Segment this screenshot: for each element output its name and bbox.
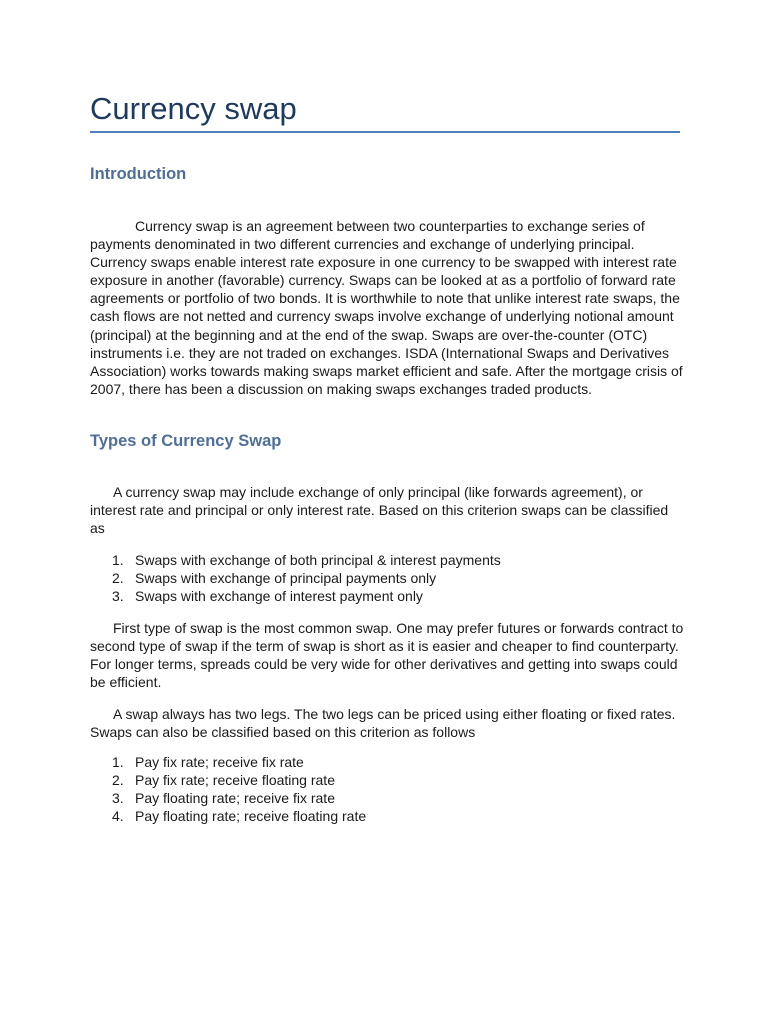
paragraph-line: (principal) at the beginning and at the end of the swap. Swaps are over-the-counter (OTC) xyxy=(90,326,648,343)
types-intro-paragraph xyxy=(90,483,680,537)
list-number: 2. xyxy=(112,570,124,587)
list-number: 2. xyxy=(112,772,124,789)
list-item-text: Swaps with exchange of both principal & interest payments xyxy=(135,552,501,568)
introduction-heading: Introduction xyxy=(90,165,187,183)
list-item xyxy=(90,771,366,789)
paragraph-line: Currency swaps enable interest rate exposure in one currency to be swapped with interest rate xyxy=(90,254,677,271)
list-number: 1. xyxy=(112,552,124,568)
paragraph-line: Association) works towards making swaps market efficient and safe. After the mortgage crisis of xyxy=(90,362,683,379)
paragraph-line: Currency swap is an agreement between two counterparties to exchange series of xyxy=(135,218,645,234)
list-number: 3. xyxy=(112,790,124,807)
list-item-text: Pay fix rate; receive floating rate xyxy=(135,772,335,789)
paragraph-line: be efficient. xyxy=(90,674,162,691)
paragraph-line: A swap always has two legs. The two legs can be priced using either floating or fixed rates. xyxy=(113,706,676,722)
list-item xyxy=(90,569,501,587)
paragraph-line: 2007, there has been a discussion on making swaps exchanges traded products. xyxy=(90,380,592,397)
rate-type-list xyxy=(90,753,366,825)
list-item xyxy=(90,551,501,569)
list-item xyxy=(90,807,366,825)
list-item-text: Pay floating rate; receive fix rate xyxy=(135,790,335,807)
list-item-text: Pay floating rate; receive floating rate xyxy=(135,808,367,825)
list-item-text: Swaps with exchange of interest payment only xyxy=(135,588,423,605)
list-number: 3. xyxy=(112,588,124,605)
list-item-text: Pay fix rate; receive fix rate xyxy=(135,754,304,770)
paragraph-line: First type of swap is the most common swap. One may prefer futures or forwards contract to xyxy=(113,620,684,636)
paragraph-line: For longer terms, spreads could be very wide for other derivatives and getting into swaps could xyxy=(90,656,678,673)
introduction-paragraph xyxy=(90,217,683,398)
paragraph-line: second type of swap if the term of swap is short as it is easier and cheaper to find counterparty. xyxy=(90,638,679,655)
paragraph-line: Swaps can also be classified based on this criterion as follows xyxy=(90,724,476,741)
paragraph-line: cash flows are not netted and currency swaps involve exchange of underlying notional amount xyxy=(90,308,674,325)
paragraph-line: agreements or portfolio of two bonds. It is worthwhile to note that unlike interest rate swaps, the xyxy=(90,290,680,307)
paragraph-line: instruments i.e. they are not traded on exchanges. ISDA (International Swaps and Derivatives xyxy=(90,344,669,361)
list-item xyxy=(90,587,501,605)
list-item xyxy=(90,753,366,771)
paragraph-line: A currency swap may include exchange of only principal (like forwards agreement), or xyxy=(113,484,643,500)
two-legs-paragraph xyxy=(90,705,680,741)
first-type-paragraph xyxy=(90,619,684,691)
types-heading: Types of Currency Swap xyxy=(90,432,282,450)
exchange-type-list xyxy=(90,551,501,605)
list-item xyxy=(90,789,366,807)
document-title: Currency swap xyxy=(90,91,297,126)
paragraph-line: interest rate and principal or only interest rate. Based on this criterion swaps can be classified xyxy=(90,502,669,519)
paragraph-line: payments denominated in two different currencies and exchange of underlying principal. xyxy=(90,236,635,253)
paragraph-line: exposure in another (favorable) currency. Swaps can be looked at as a portfolio of forward rate xyxy=(90,272,676,289)
paragraph-line: as xyxy=(90,520,105,537)
list-number: 4. xyxy=(112,808,124,825)
list-number: 1. xyxy=(112,754,124,770)
title-underline-rule xyxy=(90,131,680,133)
list-item-text: Swaps with exchange of principal payments only xyxy=(135,570,437,587)
